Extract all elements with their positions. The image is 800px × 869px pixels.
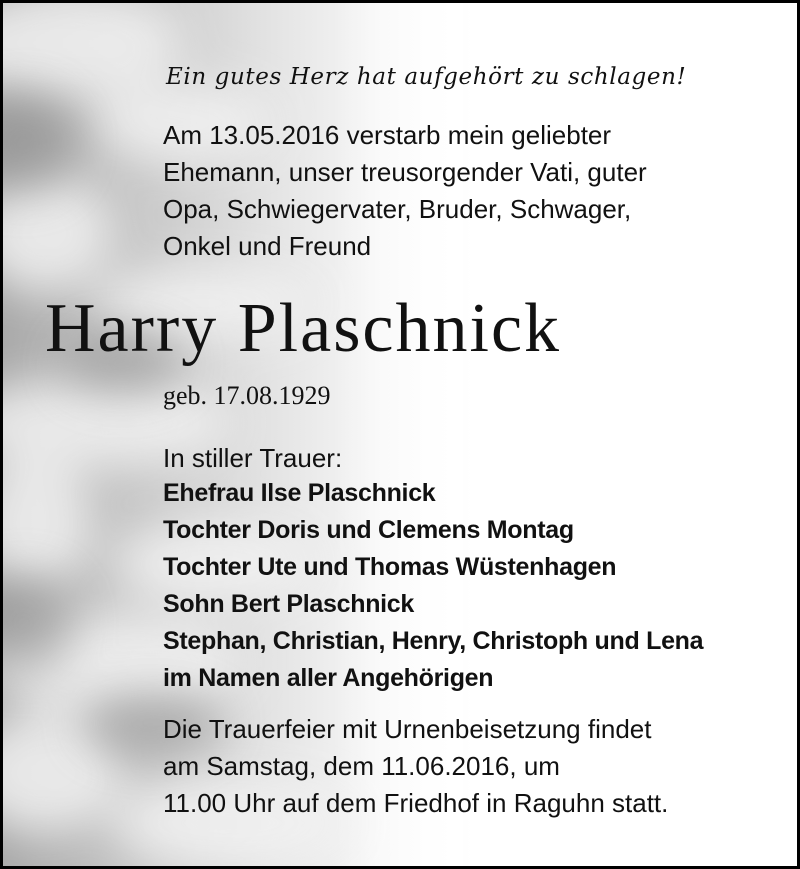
announcement-line: Opa, Schwiegervater, Bruder, Schwager, — [163, 194, 632, 224]
mourning-label: In stiller Trauer: — [163, 443, 343, 473]
deceased-name: Harry Plaschnick — [45, 290, 562, 367]
funeral-line: 11.00 Uhr auf dem Friedhof in Raguhn statt. — [163, 788, 669, 818]
mourner-entry: Tochter Doris und Clemens Montag — [163, 516, 574, 544]
mourners-list — [163, 475, 703, 697]
mourner-entry: Tochter Ute und Thomas Wüstenhagen — [163, 553, 617, 581]
funeral-line: am Samstag, dem 11.06.2016, um — [163, 751, 560, 781]
mourner-entry: Ehefrau Ilse Plaschnick — [163, 479, 436, 507]
motto-heading: Ein gutes Herz hat aufgehört zu schlagen! — [166, 64, 687, 90]
announcement-line: Am 13.05.2016 verstarb mein geliebter — [163, 120, 612, 150]
mourner-entry: Sohn Bert Plaschnick — [163, 590, 415, 618]
birth-date: geb. 17.08.1929 — [163, 381, 331, 410]
announcement-line: Onkel und Freund — [163, 231, 372, 261]
death-announcement — [163, 117, 647, 265]
mourner-entry: im Namen aller Angehörigen — [163, 664, 494, 692]
funeral-details — [163, 711, 668, 822]
funeral-line: Die Trauerfeier mit Urnenbeisetzung findet — [163, 714, 652, 744]
announcement-line: Ehemann, unser treusorgender Vati, guter — [163, 157, 647, 187]
mourner-entry: Stephan, Christian, Henry, Christoph und Lena — [163, 627, 704, 655]
